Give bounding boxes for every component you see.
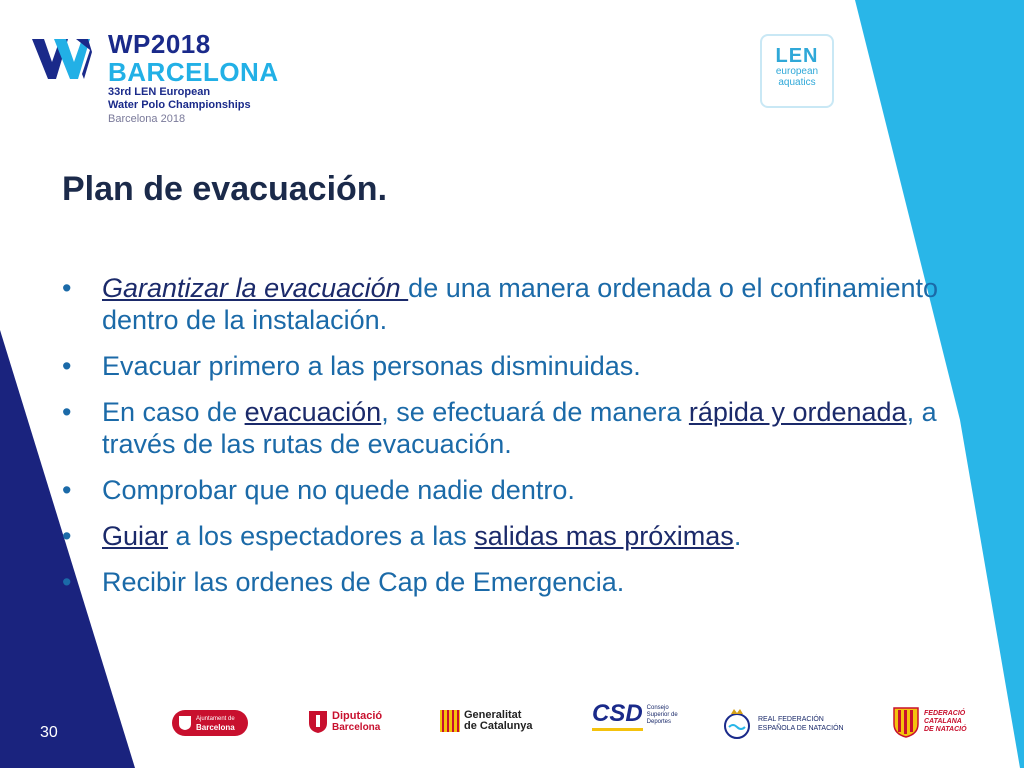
sponsor-csd bbox=[592, 700, 678, 731]
bullet-dot: • bbox=[62, 397, 72, 427]
event-logo-sub2: Water Polo Championships bbox=[108, 99, 251, 111]
event-logo-line2: BARCELONA bbox=[108, 57, 279, 87]
csd-line3: Deportes bbox=[646, 719, 672, 725]
generalitat-line1: Generalitat bbox=[464, 709, 522, 721]
fcn-line2: CATALANA bbox=[924, 718, 962, 725]
event-logo-line1: WP2018 bbox=[108, 29, 211, 59]
event-logo-sub3: Barcelona 2018 bbox=[108, 113, 186, 125]
bullet-dot: • bbox=[62, 351, 72, 381]
page-number: 30 bbox=[40, 724, 58, 741]
len-line1: european bbox=[775, 66, 819, 77]
bullet-text: de una manera ordenada o el confinamiento dentro de la instalación. bbox=[102, 273, 939, 335]
diputacio-shield-icon bbox=[308, 710, 328, 734]
fcn-shield-icon bbox=[892, 706, 920, 738]
bullet-text: Comprobar que no quede nadie dentro. bbox=[102, 475, 575, 505]
slide-title: Plan de evacuación. bbox=[62, 170, 388, 208]
bullet-text: Evacuar primero a las personas disminuidas. bbox=[102, 351, 641, 381]
bullet-item bbox=[62, 396, 952, 460]
bullet-text: a los espectadores a las bbox=[168, 521, 475, 551]
sponsor-ajuntament-barcelona bbox=[172, 710, 248, 736]
bullet-link-text[interactable]: salidas mas próximas bbox=[474, 521, 734, 551]
bullet-text: . bbox=[733, 521, 742, 551]
sponsor-diputacio-barcelona bbox=[308, 710, 382, 734]
rfen-line1: REAL FEDERACIÓN bbox=[758, 716, 824, 723]
bullet-item bbox=[62, 566, 952, 598]
csd-line2: Superior de bbox=[646, 712, 678, 718]
event-logo bbox=[32, 30, 292, 125]
bullet-text: Recibir las ordenes de Cap de Emergencia. bbox=[102, 567, 625, 597]
bullet-list bbox=[62, 272, 952, 612]
sponsor-strip bbox=[0, 690, 1024, 760]
bullet-text: , a través de las rutas de evacuación. bbox=[102, 397, 937, 459]
bullet-item bbox=[62, 272, 952, 336]
bullet-text: , se efectuará de manera bbox=[381, 397, 689, 427]
bullet-dot: • bbox=[62, 521, 72, 551]
city-shield-icon bbox=[178, 715, 192, 731]
wave-mark-icon bbox=[32, 34, 102, 84]
csd-line1: Consejo bbox=[646, 705, 669, 711]
bullet-dot: • bbox=[62, 567, 72, 597]
rfen-crest-icon bbox=[722, 708, 752, 740]
bullet-item bbox=[62, 474, 952, 506]
sponsor-rfen bbox=[722, 708, 844, 740]
ajuntament-line1: Ajuntament de bbox=[196, 715, 235, 722]
sponsor-fcn bbox=[892, 706, 967, 738]
fcn-line3: DE NATACIÓ bbox=[924, 726, 967, 733]
event-logo-sub1: 33rd LEN European bbox=[108, 86, 211, 98]
bullet-link-text[interactable]: Guiar bbox=[102, 521, 169, 551]
sponsor-generalitat-catalunya bbox=[440, 710, 532, 732]
diputacio-line1: Diputació bbox=[332, 710, 383, 722]
len-mark: LEN bbox=[775, 45, 819, 67]
diputacio-line2: Barcelona bbox=[332, 722, 381, 733]
bullet-link-text[interactable]: evacuación bbox=[244, 397, 382, 427]
senyera-icon bbox=[440, 710, 460, 732]
ajuntament-badge bbox=[172, 710, 248, 736]
generalitat-line2: de Catalunya bbox=[464, 720, 533, 732]
csd-mark: CSD bbox=[592, 700, 643, 731]
bullet-link-text[interactable]: rápida y ordenada bbox=[688, 397, 907, 427]
ajuntament-line2: Barcelona bbox=[196, 722, 235, 732]
bullet-item bbox=[62, 350, 952, 382]
len-line2: aquatics bbox=[778, 77, 816, 88]
bullet-text: En caso de bbox=[102, 397, 245, 427]
bullet-link-text[interactable]: Garantizar la evacuación bbox=[102, 273, 409, 303]
bullet-item bbox=[62, 520, 952, 552]
bullet-dot: • bbox=[62, 273, 72, 303]
fcn-line1: FEDERACIÓ bbox=[924, 710, 966, 717]
rfen-line2: ESPAÑOLA DE NATACIÓN bbox=[758, 725, 844, 732]
len-european-aquatics-logo bbox=[760, 34, 834, 108]
bullet-dot: • bbox=[62, 475, 72, 505]
